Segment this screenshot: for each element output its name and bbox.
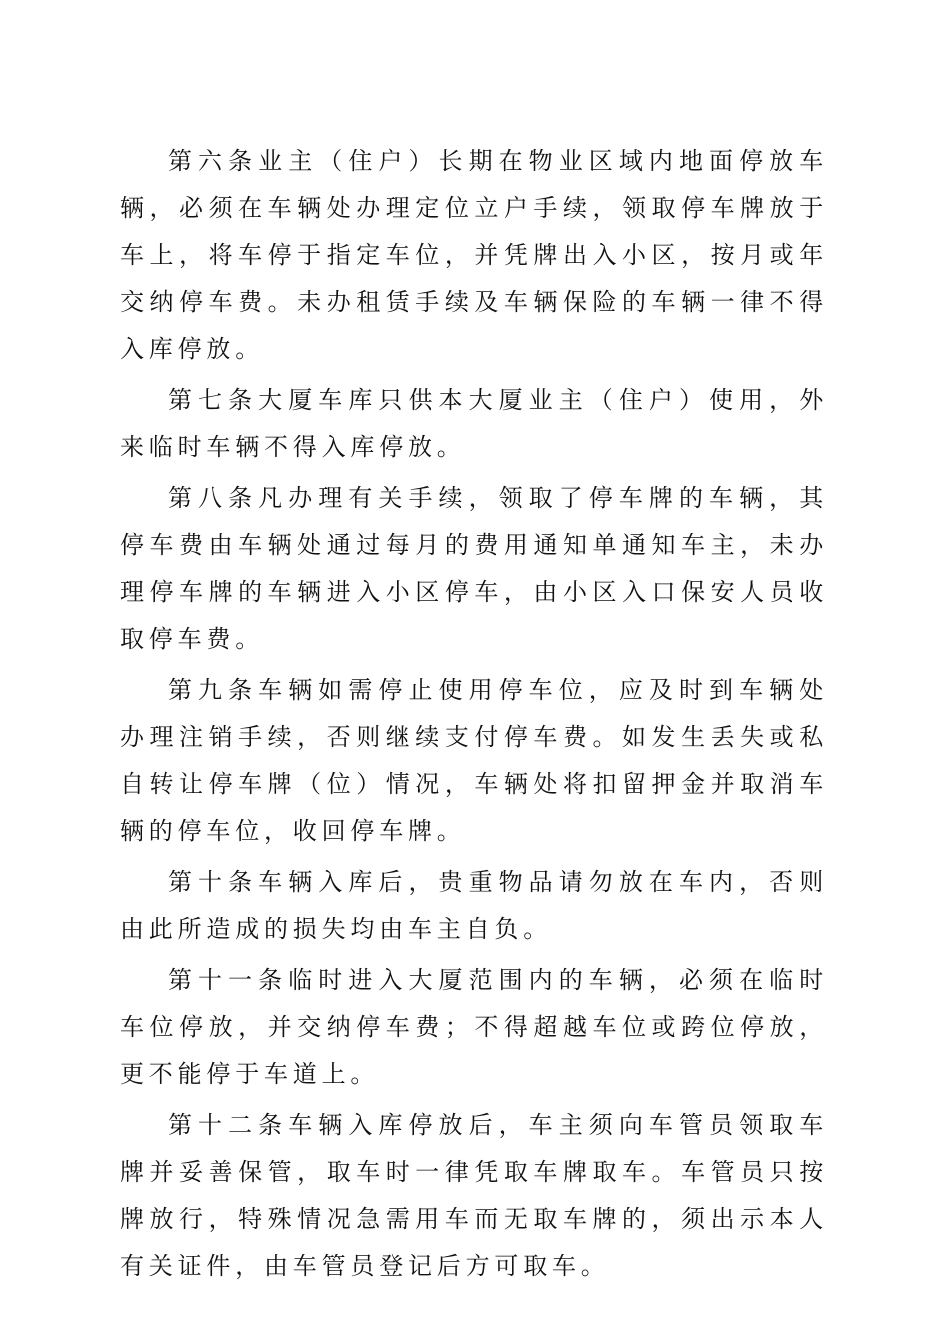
article-11-paragraph: 第十一条临时进入大厦范围内的车辆，必须在临时车位停放，并交纳停车费；不得超越车位或跨位停放，更不能停于车道上。 — [120, 966, 828, 1088]
article-7-paragraph: 第七条大厦车库只供本大厦业主（住户）使用，外来临时车辆不得入库停放。 — [120, 386, 828, 461]
document-body — [120, 138, 828, 1294]
article-12-paragraph: 第十二条车辆入库停放后，车主须向车管员领取车牌并妥善保管，取车时一律凭取车牌取车。车管员只按牌放行，特殊情况急需用车而无取车牌的，须出示本人有关证件，由车管员登记后方可取车。 — [120, 1111, 828, 1280]
article-6-paragraph: 第六条业主（住户）长期在物业区域内地面停放车辆，必须在车辆处办理定位立户手续，领取停车牌放于车上，将车停于指定车位，并凭牌出入小区，按月或年交纳停车费。未办租赁手续及车辆保险的车辆一律不得入库停放。 — [120, 147, 828, 363]
article-9-paragraph: 第九条车辆如需停止使用停车位，应及时到车辆处办理注销手续，否则继续支付停车费。如发生丢失或私自转让停车牌（位）情况，车辆处将扣留押金并取消车辆的停车位，收回停车牌。 — [120, 676, 828, 845]
article-8-paragraph: 第八条凡办理有关手续，领取了停车牌的车辆，其停车费由车辆处通过每月的费用通知单通知车主，未办理停车牌的车辆进入小区停车，由小区入口保安人员收取停车费。 — [120, 484, 828, 653]
article-10-paragraph: 第十条车辆入库后，贵重物品请勿放在车内，否则由此所造成的损失均由车主自负。 — [120, 868, 828, 943]
